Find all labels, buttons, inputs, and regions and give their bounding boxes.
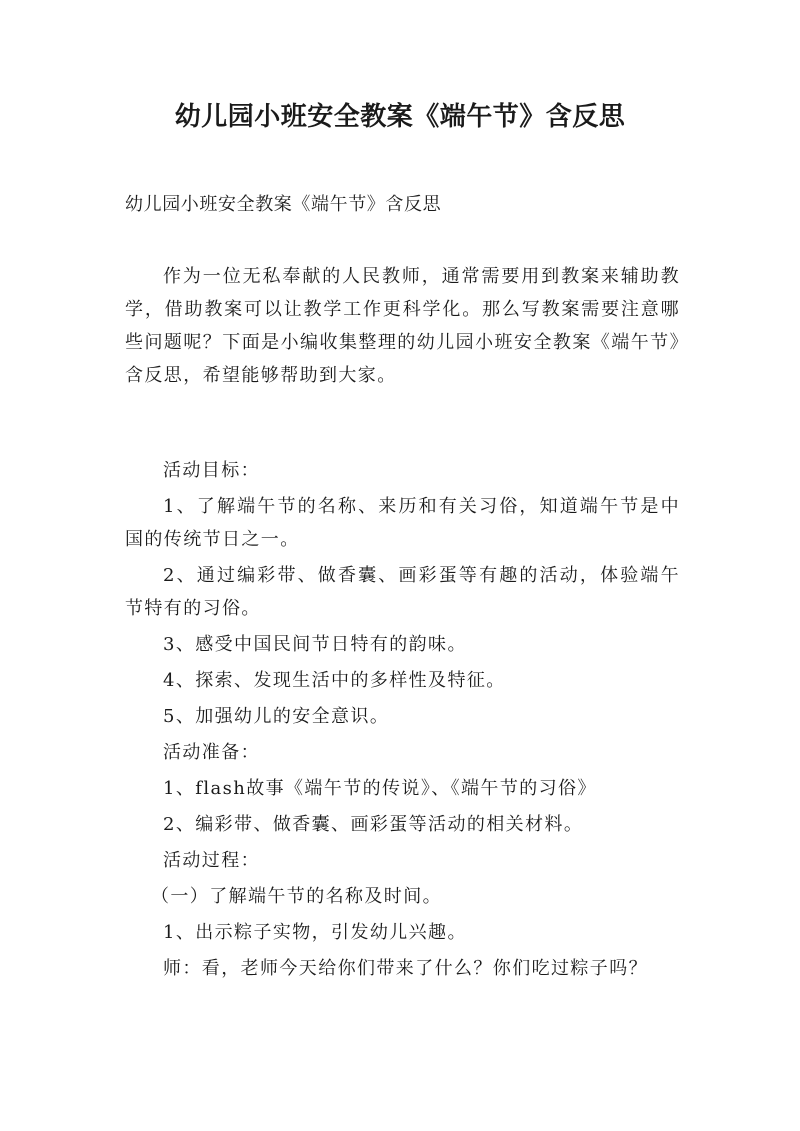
section-heading-goals: 活动目标： <box>163 460 260 481</box>
process-step-1-heading: （一）了解端午节的名称及时间。 <box>151 886 442 907</box>
goal-item-2: 2、通过编彩带、做香囊、画彩蛋等有趣的活动，体验端午节特有的习俗。 <box>125 565 680 619</box>
intro-paragraph: 作为一位无私奉献的人民教师，通常需要用到教案来辅助教学，借助教案可以让教学工作更科学化。那么写教案需要注意哪些问题呢？下面是小编收集整理的幼儿园小班安全教案《端午节》含反思，希望能够帮助到大家。 <box>125 266 680 386</box>
goal-item-3: 3、感受中国民间节日特有的韵味。 <box>163 634 467 655</box>
section-heading-process: 活动过程： <box>163 850 260 871</box>
preparation-item-2: 2、编彩带、做香囊、画彩蛋等活动的相关材料。 <box>163 814 584 835</box>
goal-item-4: 4、探索、发现生活中的多样性及特征。 <box>163 670 506 691</box>
process-item-1: 1、出示粽子实物，引发幼儿兴趣。 <box>163 922 467 943</box>
goal-item-1: 1、了解端午节的名称、来历和有关习俗，知道端午节是中国的传统节日之一。 <box>125 496 680 550</box>
document-body <box>125 454 680 988</box>
goal-item-5: 5、加强幼儿的安全意识。 <box>163 706 390 727</box>
document-title: 幼儿园小班安全教案《端午节》含反思 <box>174 102 626 132</box>
document-subtitle: 幼儿园小班安全教案《端午节》含反思 <box>125 194 442 215</box>
teacher-dialogue: 师：看，老师今天给你们带来了什么？你们吃过粽子吗？ <box>163 958 648 979</box>
section-heading-preparation: 活动准备： <box>163 742 260 763</box>
preparation-item-1: 1、flash故事《端午节的传说》、《端午节的习俗》 <box>163 778 597 799</box>
